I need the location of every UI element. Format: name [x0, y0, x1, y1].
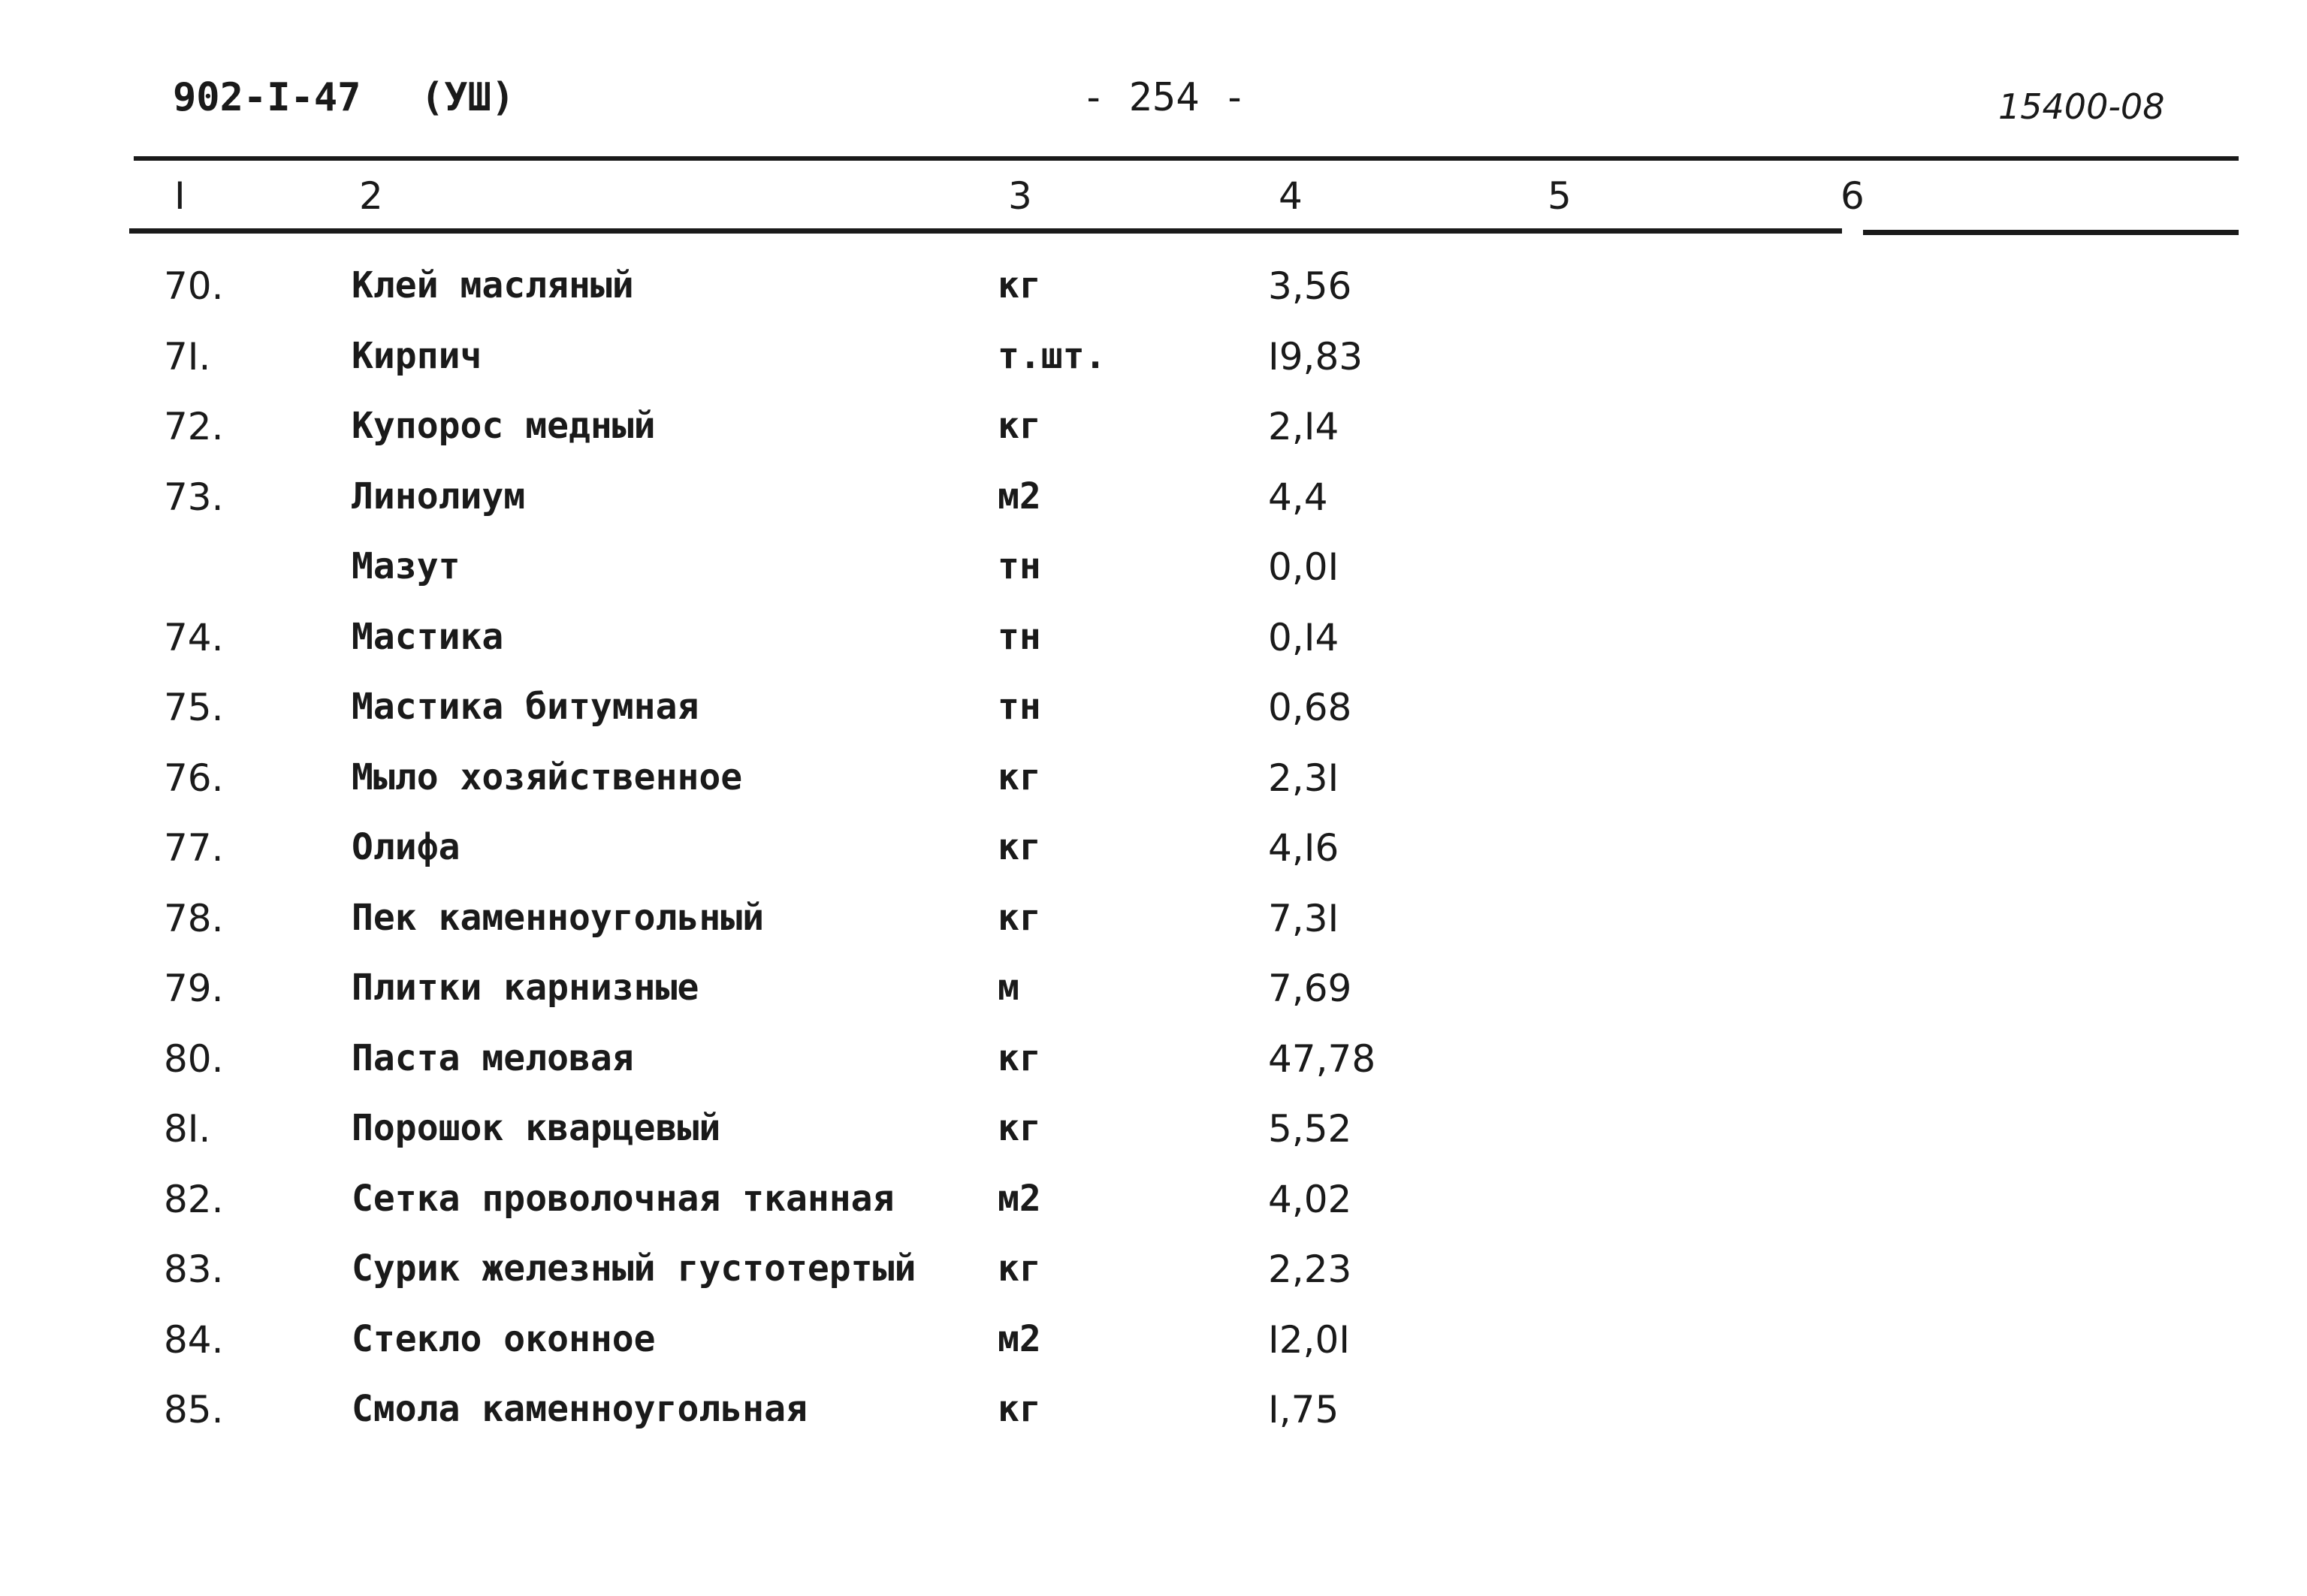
quantity: I,75 — [1268, 1388, 1339, 1432]
unit-of-measure: тн — [998, 686, 1041, 728]
unit-of-measure: кг — [998, 264, 1041, 306]
row-number: 7I. — [164, 335, 211, 379]
table-row — [0, 1248, 2307, 1317]
row-number: 74. — [164, 616, 224, 659]
unit-of-measure: кг — [998, 1037, 1041, 1079]
top-rule — [134, 156, 2239, 161]
row-number: 82. — [164, 1178, 224, 1221]
quantity: 0,I4 — [1268, 616, 1339, 659]
unit-of-measure: м — [998, 967, 1019, 1009]
unit-of-measure: м2 — [998, 475, 1041, 517]
unit-of-measure: м2 — [998, 1178, 1041, 1220]
row-number: 84. — [164, 1318, 224, 1362]
material-name: Пек каменноугольный — [352, 897, 765, 939]
table-row — [0, 686, 2307, 755]
row-number: 73. — [164, 475, 224, 519]
quantity: 2,I4 — [1268, 405, 1339, 448]
material-name: Порошок кварцевый — [352, 1107, 721, 1149]
material-name: Мастика — [352, 616, 504, 658]
column-header-5: 5 — [1548, 174, 1572, 218]
unit-of-measure: тн — [998, 616, 1041, 658]
quantity: 0,0I — [1268, 545, 1339, 589]
unit-of-measure: тн — [998, 545, 1041, 587]
row-number: 80. — [164, 1037, 224, 1081]
quantity: 7,69 — [1268, 967, 1352, 1010]
material-name: Плитки карнизные — [352, 967, 699, 1009]
quantity: I9,83 — [1268, 335, 1363, 379]
quantity: 0,68 — [1268, 686, 1352, 729]
unit-of-measure: кг — [998, 756, 1041, 798]
quantity: 3,56 — [1268, 264, 1352, 308]
quantity: 47,78 — [1268, 1037, 1376, 1081]
unit-of-measure: м2 — [998, 1318, 1041, 1360]
quantity: 4,I6 — [1268, 826, 1339, 870]
quantity: 2,23 — [1268, 1248, 1352, 1291]
table-row — [0, 1388, 2307, 1457]
row-number: 78. — [164, 897, 224, 940]
material-name: Смола каменноугольная — [352, 1388, 808, 1430]
row-number: 85. — [164, 1388, 224, 1432]
table-row — [0, 335, 2307, 404]
material-name: Сурик железный густотертый — [352, 1248, 916, 1290]
unit-of-measure: кг — [998, 826, 1041, 868]
document-code: 902-I-47 — [173, 75, 361, 120]
table-row — [0, 1318, 2307, 1387]
row-number: 70. — [164, 264, 224, 308]
column-header-1: I — [174, 174, 186, 218]
table-row — [0, 826, 2307, 895]
material-name: Олифа — [352, 826, 460, 868]
row-number: 83. — [164, 1248, 224, 1291]
column-header-4: 4 — [1279, 174, 1303, 218]
header-rule — [129, 228, 1842, 234]
header-rule-right — [1863, 230, 2239, 235]
table-row — [0, 1178, 2307, 1247]
unit-of-measure: кг — [998, 1388, 1041, 1430]
row-number: 77. — [164, 826, 224, 870]
material-name: Мазут — [352, 545, 460, 587]
column-header-2: 2 — [359, 174, 383, 218]
table-row — [0, 405, 2307, 474]
quantity: 4,02 — [1268, 1178, 1352, 1221]
document-subcode: (УШ) — [421, 75, 515, 120]
quantity: 2,3I — [1268, 756, 1339, 800]
table-row — [0, 545, 2307, 614]
row-number: 8I. — [164, 1107, 211, 1151]
document-number: 15400-08 — [1998, 86, 2165, 127]
unit-of-measure: кг — [998, 897, 1041, 939]
unit-of-measure: кг — [998, 1248, 1041, 1290]
quantity: 4,4 — [1268, 475, 1328, 519]
row-number: 79. — [164, 967, 224, 1010]
column-header-3: 3 — [1008, 174, 1032, 218]
unit-of-measure: кг — [998, 405, 1041, 447]
table-row — [0, 264, 2307, 333]
material-name: Мастика битумная — [352, 686, 699, 728]
quantity: I2,0I — [1268, 1318, 1351, 1362]
table-row — [0, 897, 2307, 966]
table-row — [0, 475, 2307, 545]
page-number: - 254 - — [1082, 75, 1247, 120]
unit-of-measure: кг — [998, 1107, 1041, 1149]
material-name: Стекло оконное — [352, 1318, 656, 1360]
material-name: Сетка проволочная тканная — [352, 1178, 895, 1220]
material-name: Кирпич — [352, 335, 482, 377]
table-row — [0, 756, 2307, 825]
material-name: Клей масляный — [352, 264, 634, 306]
unit-of-measure: т.шт. — [998, 335, 1107, 377]
table-row — [0, 1107, 2307, 1176]
quantity: 5,52 — [1268, 1107, 1352, 1151]
quantity: 7,3I — [1268, 897, 1339, 940]
material-name: Купорос медный — [352, 405, 656, 447]
column-header-6: 6 — [1840, 174, 1865, 218]
row-number: 72. — [164, 405, 224, 448]
material-name: Линолиум — [352, 475, 526, 517]
table-row — [0, 1037, 2307, 1106]
row-number: 75. — [164, 686, 224, 729]
material-name: Паста меловая — [352, 1037, 634, 1079]
material-name: Мыло хозяйственное — [352, 756, 743, 798]
table-row — [0, 967, 2307, 1036]
row-number: 76. — [164, 756, 224, 800]
table-row — [0, 616, 2307, 685]
